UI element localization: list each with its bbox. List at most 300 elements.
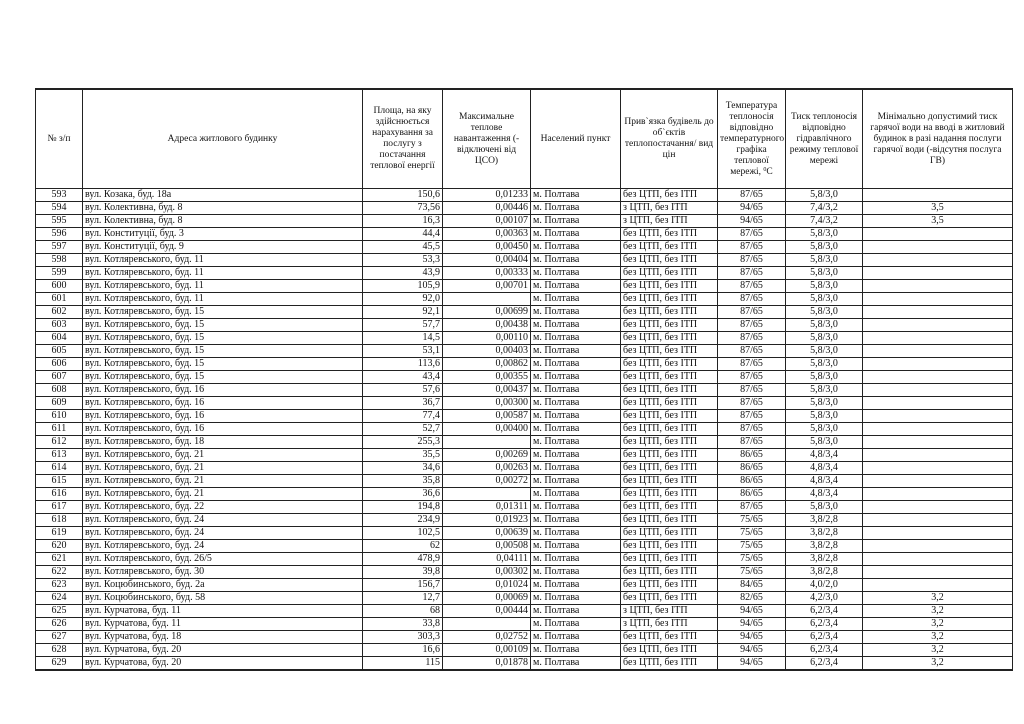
row-num: 627 <box>36 631 83 644</box>
row-max-load: 0,01878 <box>443 657 531 671</box>
row-area: 53,1 <box>363 345 443 358</box>
row-area: 36,6 <box>363 488 443 501</box>
row-temperature: 87/65 <box>718 228 786 241</box>
row-num: 594 <box>36 202 83 215</box>
row-address: вул. Котляревського, буд. 24 <box>83 514 363 527</box>
row-num: 608 <box>36 384 83 397</box>
row-num: 616 <box>36 488 83 501</box>
row-area: 234,9 <box>363 514 443 527</box>
row-binding: без ЦТП, без ІТП <box>621 293 718 306</box>
row-min-pressure <box>863 566 1013 579</box>
row-area: 39,8 <box>363 566 443 579</box>
row-binding: без ЦТП, без ІТП <box>621 501 718 514</box>
row-address: вул. Курчатова, буд. 20 <box>83 657 363 671</box>
row-area: 303,3 <box>363 631 443 644</box>
row-max-load: 0,00862 <box>443 358 531 371</box>
row-max-load: 0,01233 <box>443 189 531 202</box>
row-temperature: 75/65 <box>718 514 786 527</box>
row-binding: без ЦТП, без ІТП <box>621 397 718 410</box>
row-pressure: 5,8/3,0 <box>786 189 863 202</box>
row-min-pressure <box>863 358 1013 371</box>
row-temperature: 87/65 <box>718 345 786 358</box>
row-max-load <box>443 293 531 306</box>
row-locality: м. Полтава <box>531 449 621 462</box>
row-locality: м. Полтава <box>531 189 621 202</box>
row-pressure: 5,8/3,0 <box>786 410 863 423</box>
row-max-load <box>443 436 531 449</box>
table-row <box>36 319 1013 332</box>
row-min-pressure <box>863 189 1013 202</box>
row-locality: м. Полтава <box>531 371 621 384</box>
row-min-pressure <box>863 293 1013 306</box>
row-address: вул. Котляревського, буд. 15 <box>83 345 363 358</box>
row-temperature: 87/65 <box>718 397 786 410</box>
row-binding: з ЦТП, без ІТП <box>621 618 718 631</box>
row-locality: м. Полтава <box>531 462 621 475</box>
row-binding: без ЦТП, без ІТП <box>621 189 718 202</box>
row-min-pressure <box>863 553 1013 566</box>
table-row <box>36 657 1013 671</box>
row-area: 16,6 <box>363 644 443 657</box>
row-address: вул. Коцюбинського, буд. 2а <box>83 579 363 592</box>
row-num: 625 <box>36 605 83 618</box>
row-max-load: 0,00438 <box>443 319 531 332</box>
table-row <box>36 410 1013 423</box>
row-pressure: 6,2/3,4 <box>786 631 863 644</box>
row-max-load: 0,00437 <box>443 384 531 397</box>
row-temperature: 87/65 <box>718 423 786 436</box>
row-area: 53,3 <box>363 254 443 267</box>
row-address: вул. Котляревського, буд. 15 <box>83 358 363 371</box>
row-min-pressure <box>863 449 1013 462</box>
row-pressure: 6,2/3,4 <box>786 657 863 671</box>
table-header-row <box>36 89 1013 189</box>
row-temperature: 87/65 <box>718 358 786 371</box>
row-pressure: 5,8/3,0 <box>786 423 863 436</box>
row-binding: без ЦТП, без ІТП <box>621 345 718 358</box>
row-temperature: 87/65 <box>718 319 786 332</box>
row-address: вул. Котляревського, буд. 15 <box>83 371 363 384</box>
row-locality: м. Полтава <box>531 501 621 514</box>
row-locality: м. Полтава <box>531 280 621 293</box>
table-row <box>36 566 1013 579</box>
row-min-pressure <box>863 267 1013 280</box>
table-row <box>36 189 1013 202</box>
row-min-pressure <box>863 475 1013 488</box>
row-num: 624 <box>36 592 83 605</box>
table-row <box>36 280 1013 293</box>
table-row <box>36 527 1013 540</box>
table-row <box>36 462 1013 475</box>
row-area: 77,4 <box>363 410 443 423</box>
row-min-pressure <box>863 319 1013 332</box>
row-temperature: 75/65 <box>718 540 786 553</box>
row-temperature: 87/65 <box>718 436 786 449</box>
row-pressure: 7,4/3,2 <box>786 215 863 228</box>
row-binding: без ЦТП, без ІТП <box>621 540 718 553</box>
row-num: 613 <box>36 449 83 462</box>
row-pressure: 5,8/3,0 <box>786 436 863 449</box>
row-address: вул. Котляревського, буд. 15 <box>83 332 363 345</box>
row-min-pressure: 3,2 <box>863 605 1013 618</box>
row-locality: м. Полтава <box>531 514 621 527</box>
table-row <box>36 228 1013 241</box>
row-pressure: 4,8/3,4 <box>786 462 863 475</box>
row-area: 194,8 <box>363 501 443 514</box>
row-pressure: 3,8/2,8 <box>786 540 863 553</box>
row-num: 605 <box>36 345 83 358</box>
row-area: 150,6 <box>363 189 443 202</box>
row-address: вул. Котляревського, буд. 16 <box>83 410 363 423</box>
row-locality: м. Полтава <box>531 410 621 423</box>
row-max-load: 0,01311 <box>443 501 531 514</box>
row-min-pressure <box>863 280 1013 293</box>
row-area: 16,3 <box>363 215 443 228</box>
row-address: вул. Котляревського, буд. 16 <box>83 423 363 436</box>
row-pressure: 3,8/2,8 <box>786 527 863 540</box>
row-min-pressure <box>863 501 1013 514</box>
row-temperature: 94/65 <box>718 644 786 657</box>
row-num: 603 <box>36 319 83 332</box>
row-address: вул. Колективна, буд. 8 <box>83 202 363 215</box>
table-row <box>36 605 1013 618</box>
row-area: 62 <box>363 540 443 553</box>
row-pressure: 5,8/3,0 <box>786 319 863 332</box>
row-pressure: 5,8/3,0 <box>786 332 863 345</box>
table-row <box>36 475 1013 488</box>
row-area: 14,5 <box>363 332 443 345</box>
row-binding: з ЦТП, без ІТП <box>621 202 718 215</box>
table-row <box>36 293 1013 306</box>
row-address: вул. Козака, буд. 18а <box>83 189 363 202</box>
table-row <box>36 371 1013 384</box>
row-temperature: 75/65 <box>718 553 786 566</box>
row-temperature: 94/65 <box>718 202 786 215</box>
table-row <box>36 358 1013 371</box>
row-locality: м. Полтава <box>531 631 621 644</box>
row-num: 610 <box>36 410 83 423</box>
row-min-pressure <box>863 306 1013 319</box>
row-temperature: 94/65 <box>718 215 786 228</box>
row-min-pressure <box>863 371 1013 384</box>
row-locality: м. Полтава <box>531 345 621 358</box>
row-num: 607 <box>36 371 83 384</box>
row-binding: без ЦТП, без ІТП <box>621 527 718 540</box>
row-min-pressure: 3,5 <box>863 202 1013 215</box>
row-min-pressure <box>863 397 1013 410</box>
row-min-pressure: 3,2 <box>863 592 1013 605</box>
row-binding: без ЦТП, без ІТП <box>621 514 718 527</box>
row-address: вул. Котляревського, буд. 21 <box>83 488 363 501</box>
table-row <box>36 241 1013 254</box>
row-max-load: 0,00400 <box>443 423 531 436</box>
row-min-pressure: 3,2 <box>863 631 1013 644</box>
table-row <box>36 332 1013 345</box>
row-temperature: 94/65 <box>718 618 786 631</box>
row-min-pressure: 3,2 <box>863 657 1013 671</box>
row-binding: без ЦТП, без ІТП <box>621 592 718 605</box>
row-binding: без ЦТП, без ІТП <box>621 423 718 436</box>
row-binding: без ЦТП, без ІТП <box>621 579 718 592</box>
row-locality: м. Полтава <box>531 319 621 332</box>
row-binding: без ЦТП, без ІТП <box>621 657 718 671</box>
row-temperature: 84/65 <box>718 579 786 592</box>
row-binding: без ЦТП, без ІТП <box>621 280 718 293</box>
row-min-pressure <box>863 332 1013 345</box>
row-max-load: 0,00110 <box>443 332 531 345</box>
row-locality: м. Полтава <box>531 644 621 657</box>
row-address: вул. Курчатова, буд. 20 <box>83 644 363 657</box>
row-address: вул. Котляревського, буд. 21 <box>83 462 363 475</box>
header-binding: Прив`язка будівель до об`єктів теплопостачання/ вид цін <box>621 89 718 189</box>
row-max-load: 0,00263 <box>443 462 531 475</box>
row-num: 621 <box>36 553 83 566</box>
row-num: 602 <box>36 306 83 319</box>
row-num: 596 <box>36 228 83 241</box>
row-temperature: 86/65 <box>718 462 786 475</box>
row-address: вул. Колективна, буд. 8 <box>83 215 363 228</box>
header-address: Адреса житлового будинку <box>83 89 363 189</box>
row-locality: м. Полтава <box>531 228 621 241</box>
row-max-load: 0,00446 <box>443 202 531 215</box>
table-row <box>36 215 1013 228</box>
heat-supply-table <box>35 88 1013 671</box>
row-binding: без ЦТП, без ІТП <box>621 644 718 657</box>
row-max-load: 0,00587 <box>443 410 531 423</box>
row-binding: без ЦТП, без ІТП <box>621 410 718 423</box>
row-area: 156,7 <box>363 579 443 592</box>
row-area: 478,9 <box>363 553 443 566</box>
row-pressure: 5,8/3,0 <box>786 371 863 384</box>
row-max-load: 0,00450 <box>443 241 531 254</box>
row-address: вул. Котляревського, буд. 16 <box>83 397 363 410</box>
row-area: 73,56 <box>363 202 443 215</box>
row-address: вул. Котляревського, буд. 15 <box>83 306 363 319</box>
header-locality: Населений пункт <box>531 89 621 189</box>
row-max-load: 0,00355 <box>443 371 531 384</box>
row-temperature: 87/65 <box>718 254 786 267</box>
table-row <box>36 384 1013 397</box>
row-pressure: 3,8/2,8 <box>786 514 863 527</box>
row-address: вул. Курчатова, буд. 18 <box>83 631 363 644</box>
row-locality: м. Полтава <box>531 202 621 215</box>
row-pressure: 5,8/3,0 <box>786 241 863 254</box>
header-area: Площа, на яку здійснюється нарахування за послугу з постачання теплової енергії <box>363 89 443 189</box>
row-area: 34,6 <box>363 462 443 475</box>
row-max-load: 0,00403 <box>443 345 531 358</box>
row-area: 57,6 <box>363 384 443 397</box>
row-max-load <box>443 488 531 501</box>
row-area: 35,8 <box>363 475 443 488</box>
row-temperature: 87/65 <box>718 501 786 514</box>
row-min-pressure <box>863 527 1013 540</box>
row-pressure: 4,2/3,0 <box>786 592 863 605</box>
row-pressure: 4,0/2,0 <box>786 579 863 592</box>
row-temperature: 94/65 <box>718 657 786 671</box>
row-locality: м. Полтава <box>531 488 621 501</box>
row-area: 105,9 <box>363 280 443 293</box>
row-num: 619 <box>36 527 83 540</box>
row-num: 611 <box>36 423 83 436</box>
row-min-pressure <box>863 254 1013 267</box>
row-binding: без ЦТП, без ІТП <box>621 384 718 397</box>
table-row <box>36 501 1013 514</box>
row-area: 43,9 <box>363 267 443 280</box>
row-address: вул. Котляревського, буд. 11 <box>83 254 363 267</box>
row-num: 614 <box>36 462 83 475</box>
row-locality: м. Полтава <box>531 358 621 371</box>
row-min-pressure <box>863 436 1013 449</box>
row-num: 599 <box>36 267 83 280</box>
row-address: вул. Курчатова, буд. 11 <box>83 605 363 618</box>
row-num: 609 <box>36 397 83 410</box>
row-max-load: 0,00363 <box>443 228 531 241</box>
row-max-load: 0,00069 <box>443 592 531 605</box>
row-min-pressure <box>863 410 1013 423</box>
row-temperature: 87/65 <box>718 241 786 254</box>
row-temperature: 87/65 <box>718 384 786 397</box>
row-max-load: 0,00444 <box>443 605 531 618</box>
row-locality: м. Полтава <box>531 475 621 488</box>
table-body <box>36 189 1013 671</box>
row-address: вул. Коцюбинського, буд. 58 <box>83 592 363 605</box>
row-area: 57,7 <box>363 319 443 332</box>
table-row <box>36 644 1013 657</box>
row-max-load: 0,00109 <box>443 644 531 657</box>
table-row <box>36 449 1013 462</box>
row-address: вул. Котляревського, буд. 11 <box>83 267 363 280</box>
row-num: 604 <box>36 332 83 345</box>
table-row <box>36 514 1013 527</box>
row-temperature: 87/65 <box>718 280 786 293</box>
row-temperature: 75/65 <box>718 566 786 579</box>
row-locality: м. Полтава <box>531 605 621 618</box>
row-num: 598 <box>36 254 83 267</box>
row-area: 44,4 <box>363 228 443 241</box>
row-binding: з ЦТП, без ІТП <box>621 605 718 618</box>
row-num: 618 <box>36 514 83 527</box>
row-pressure: 5,8/3,0 <box>786 280 863 293</box>
row-num: 615 <box>36 475 83 488</box>
row-area: 68 <box>363 605 443 618</box>
row-pressure: 5,8/3,0 <box>786 293 863 306</box>
table-row <box>36 202 1013 215</box>
row-min-pressure <box>863 462 1013 475</box>
row-num: 612 <box>36 436 83 449</box>
row-max-load: 0,01024 <box>443 579 531 592</box>
row-temperature: 86/65 <box>718 488 786 501</box>
row-locality: м. Полтава <box>531 215 621 228</box>
table-row <box>36 618 1013 631</box>
table-row <box>36 488 1013 501</box>
row-address: вул. Котляревського, буд. 22 <box>83 501 363 514</box>
row-binding: без ЦТП, без ІТП <box>621 371 718 384</box>
row-address: вул. Котляревського, буд. 16 <box>83 384 363 397</box>
row-num: 626 <box>36 618 83 631</box>
row-area: 115 <box>363 657 443 671</box>
header-temperature-text: Температура теплоносія відповідно температурного графіка теплової мережі, <box>720 100 785 177</box>
row-binding: без ЦТП, без ІТП <box>621 319 718 332</box>
row-locality: м. Полтава <box>531 293 621 306</box>
row-address: вул. Конституції, буд. 9 <box>83 241 363 254</box>
row-binding: без ЦТП, без ІТП <box>621 488 718 501</box>
header-num: № з/п <box>36 89 83 189</box>
row-temperature: 87/65 <box>718 306 786 319</box>
row-temperature: 87/65 <box>718 410 786 423</box>
row-area: 35,5 <box>363 449 443 462</box>
row-min-pressure <box>863 540 1013 553</box>
row-area: 255,3 <box>363 436 443 449</box>
row-locality: м. Полтава <box>531 527 621 540</box>
row-binding: без ЦТП, без ІТП <box>621 228 718 241</box>
row-binding: з ЦТП, без ІТП <box>621 215 718 228</box>
row-locality: м. Полтава <box>531 436 621 449</box>
row-num: 629 <box>36 657 83 671</box>
row-num: 593 <box>36 189 83 202</box>
row-locality: м. Полтава <box>531 592 621 605</box>
row-area: 36,7 <box>363 397 443 410</box>
row-pressure: 4,8/3,4 <box>786 449 863 462</box>
row-address: вул. Котляревського, буд. 21 <box>83 475 363 488</box>
row-locality: м. Полтава <box>531 384 621 397</box>
row-binding: без ЦТП, без ІТП <box>621 475 718 488</box>
row-min-pressure: 3,5 <box>863 215 1013 228</box>
table-row <box>36 579 1013 592</box>
row-area: 45,5 <box>363 241 443 254</box>
row-pressure: 7,4/3,2 <box>786 202 863 215</box>
row-address: вул. Котляревського, буд. 24 <box>83 527 363 540</box>
row-pressure: 3,8/2,8 <box>786 553 863 566</box>
row-pressure: 6,2/3,4 <box>786 605 863 618</box>
row-area: 52,7 <box>363 423 443 436</box>
row-pressure: 6,2/3,4 <box>786 644 863 657</box>
row-max-load: 0,00508 <box>443 540 531 553</box>
temperature-unit: C <box>766 166 773 177</box>
row-temperature: 87/65 <box>718 189 786 202</box>
row-num: 595 <box>36 215 83 228</box>
row-min-pressure: 3,2 <box>863 618 1013 631</box>
row-binding: без ЦТП, без ІТП <box>621 332 718 345</box>
row-pressure: 4,8/3,4 <box>786 475 863 488</box>
degree-sup: 0 <box>763 166 767 173</box>
row-binding: без ЦТП, без ІТП <box>621 358 718 371</box>
table-row <box>36 345 1013 358</box>
row-address: вул. Котляревського, буд. 11 <box>83 293 363 306</box>
row-num: 622 <box>36 566 83 579</box>
row-pressure: 5,8/3,0 <box>786 384 863 397</box>
row-num: 597 <box>36 241 83 254</box>
row-num: 628 <box>36 644 83 657</box>
table-row <box>36 306 1013 319</box>
row-pressure: 5,8/3,0 <box>786 397 863 410</box>
row-locality: м. Полтава <box>531 540 621 553</box>
table-row <box>36 423 1013 436</box>
row-max-load: 0,00272 <box>443 475 531 488</box>
row-locality: м. Полтава <box>531 553 621 566</box>
row-address: вул. Котляревського, буд. 24 <box>83 540 363 553</box>
row-area: 92,1 <box>363 306 443 319</box>
row-num: 623 <box>36 579 83 592</box>
row-min-pressure <box>863 488 1013 501</box>
row-pressure: 5,8/3,0 <box>786 228 863 241</box>
row-pressure: 3,8/2,8 <box>786 566 863 579</box>
row-locality: м. Полтава <box>531 618 621 631</box>
row-temperature: 87/65 <box>718 267 786 280</box>
row-pressure: 4,8/3,4 <box>786 488 863 501</box>
row-address: вул. Котляревського, буд. 18 <box>83 436 363 449</box>
row-min-pressure: 3,2 <box>863 644 1013 657</box>
row-address: вул. Котляревського, буд. 11 <box>83 280 363 293</box>
